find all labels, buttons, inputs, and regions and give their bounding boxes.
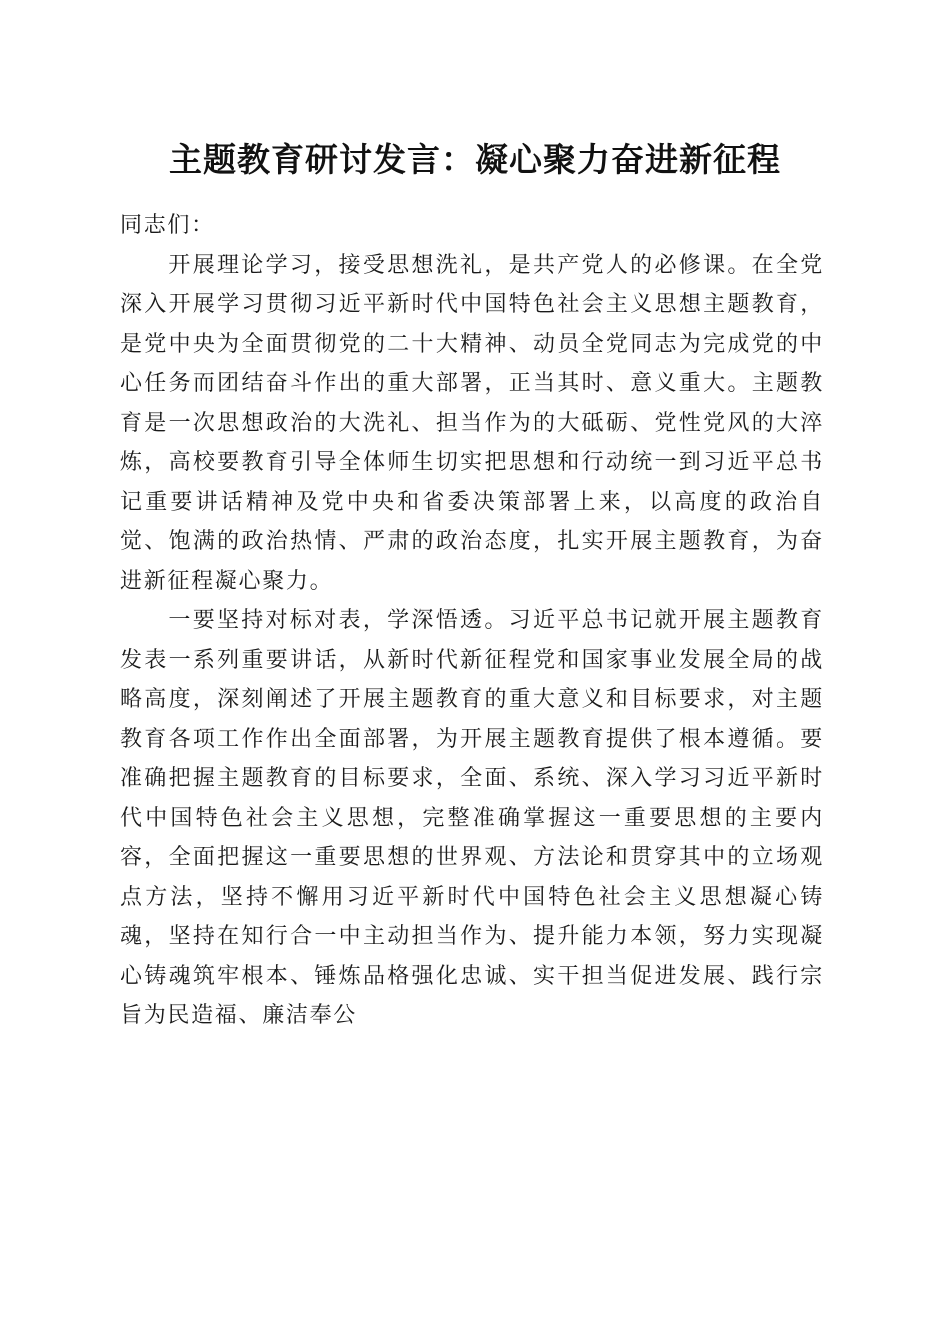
salutation: 同志们： [120,213,215,238]
paragraph-1: 开展理论学习，接受思想洗礼，是共产党人的必修课。在全党深入开展学习贯彻习近平新时代中国特色社会主义思想主题教育，是党中央为全面贯彻党的二十大精神、动员全党同志为完成党的中心任务而团结奋斗作出的重大部署，正当其时、意义重大。主题教育是一次思想政治的大洗礼、担当作为的大砥砺、党性党风的大淬炼，高校要教育引导全体师生切实把思想和行动统一到习近平总书记重要讲话精神及党中央和省委决策部署上来，以高度的政治自觉、饱满的政治热情、严肃的政治态度，扎实开展主题教育，为奋进新征程凝心聚力。 [120,252,824,594]
document-body [120,206,824,1036]
document-title: 主题教育研讨发言：凝心聚力奋进新征程 [169,140,781,179]
paragraph-2: 一要坚持对标对表，学深悟透。习近平总书记就开展主题教育发表一系列重要讲话，从新时代新征程党和国家事业发展全局的战略高度，深刻阐述了开展主题教育的重大意义和目标要求，对主题教育各项工作作出全面部署，为开展主题教育提供了根本遵循。要准确把握主题教育的目标要求，全面、系统、深入学习习近平新时代中国特色社会主义思想，完整准确掌握这一重要思想的主要内容，全面把握这一重要思想的世界观、方法论和贯穿其中的立场观点方法，坚持不懈用习近平新时代中国特色社会主义思想凝心铸魂，坚持在知行合一中主动担当作为、提升能力本领，努力实现凝心铸魂筑牢根本、锤炼品格强化忠诚、实干担当促进发展、践行宗旨为民造福、廉洁奉公 [120,608,824,1028]
